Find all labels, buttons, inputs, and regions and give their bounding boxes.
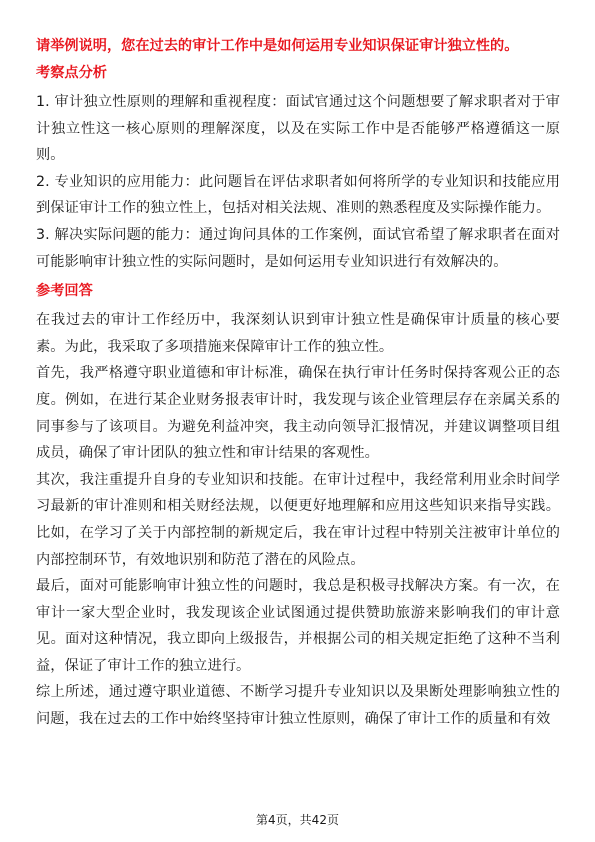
analysis-item: 1. 审计独立性原则的理解和重视程度：面试官通过这个问题想要了解求职者对于审计独立性这一核心原则的理解深度，以及在实际工作中是否能够严格遵循这一原则。 [36,94,560,164]
answer-paragraph: 最后，面对可能影响审计独立性的问题时，我总是积极寻找解决方案。有一次，在审计一家大型企业时，我发现该企业试图通过提供赞助旅游来影响我们的审计意见。面对这种情况，我立即向上级报告，并根据公司的相关规定拒绝了这种不当利益，保证了审计工作的独立进行。 [36,578,560,674]
analysis-list [36,89,560,275]
analysis-heading: 考察点分析 [36,65,107,81]
analysis-item: 2. 专业知识的应用能力：此问题旨在评估求职者如何将所学的专业知识和技能应用到保证审计工作的独立性上，包括对相关法规、准则的熟悉程度及实际操作能力。 [36,173,560,217]
question-heading: 请举例说明，您在过去的审计工作中是如何运用专业知识保证审计独立性的。 [36,38,519,54]
answer-body [36,307,560,733]
answer-paragraph: 在我过去的审计工作经历中，我深刻认识到审计独立性是确保审计质量的核心要素。为此，我采取了多项措施来保障审计工作的独立性。 [36,312,560,355]
answer-paragraph: 其次，我注重提升自身的专业知识和技能。在审计过程中，我经常利用业余时间学习最新的审计准则和相关财经法规，以便更好地理解和应用这些知识来指导实践。比如，在学习了关于内部控制的新规定后，我在审计过程中特别关注被审计单位的内部控制环节，有效地识别和防范了潜在的风险点。 [36,471,560,568]
answer-paragraph: 综上所述，通过遵守职业道德、不断学习提升专业知识以及果断处理影响独立性的问题，我在过去的工作中始终坚持审计独立性原则，确保了审计工作的质量和有效 [36,684,560,728]
analysis-item: 3. 解决实际问题的能力：通过询问具体的工作案例，面试官希望了解求职者在面对可能影响审计独立性的实际问题时，是如何运用专业知识进行有效解决的。 [36,226,560,270]
answer-heading: 参考回答 [36,283,93,300]
page-number: 第4页，共42页 [256,813,339,827]
answer-paragraph: 首先，我严格遵守职业道德和审计标准，确保在执行审计任务时保持客观公正的态度。例如，在进行某企业财务报表审计时，我发现与该企业管理层存在亲属关系的同事参与了该项目。为避免利益冲突，我主动向领导汇报情况，并建议调整项目组成员，确保了审计团队的独立性和审计结果的客观性。 [36,365,560,462]
document-page [36,36,560,733]
